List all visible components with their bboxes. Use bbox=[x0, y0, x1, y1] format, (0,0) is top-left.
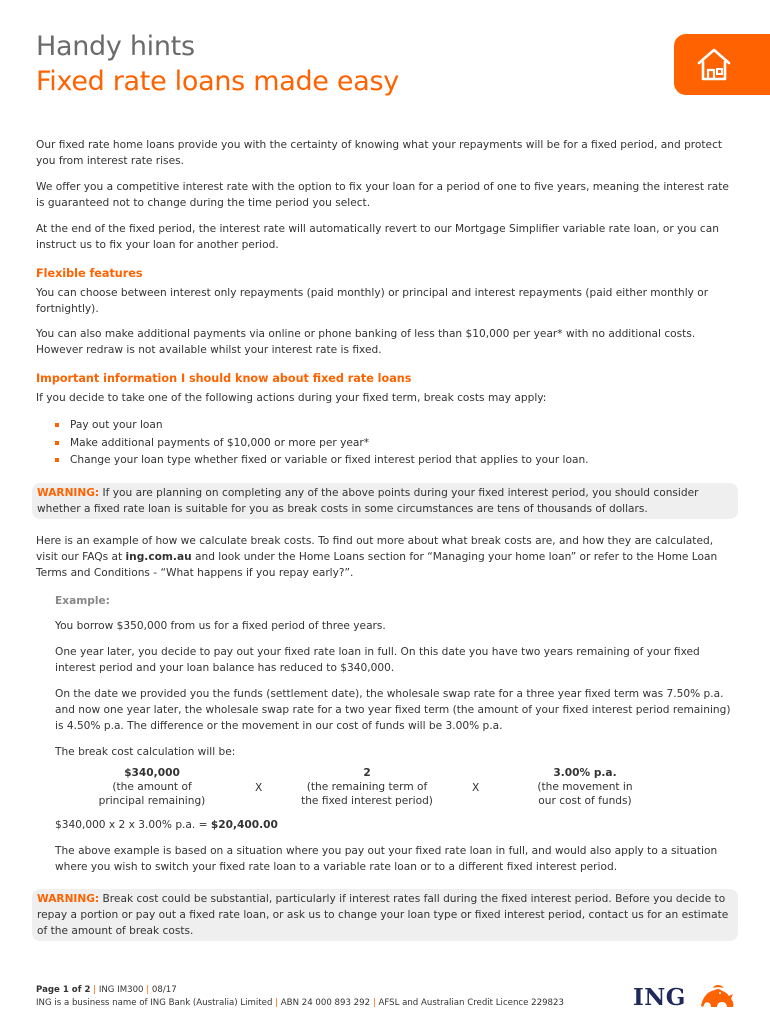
intro-paragraph-1: Our fixed rate home loans provide you with the certainty of knowing what your repayments will be for a fixed period, and protect you from interest rate rises. bbox=[36, 139, 723, 167]
break-cost-formula bbox=[60, 766, 660, 814]
divider: | bbox=[275, 998, 279, 1008]
example-paragraph-2: One year later, you decide to pay out your fixed rate loan in full. On this date you have two years remaining of your fixed interest period and your loan balance has reduced to $340,000. bbox=[55, 646, 700, 674]
important-intro: If you decide to take one of the following actions during your fixed term, break costs may apply: bbox=[36, 392, 547, 404]
warning-box-2 bbox=[32, 889, 738, 941]
multiply-sign: X bbox=[472, 782, 480, 794]
bullet-icon bbox=[55, 423, 59, 427]
intro-paragraph-3: At the end of the fixed period, the interest rate will automatically revert to our Mortgage Simplifier variable rate loan, or you can instruct us to fix your loan for another period. bbox=[36, 223, 719, 251]
warning-text: If you are planning on completing any of the above points during your fixed interest period, you should consider whether a fixed rate loan is suitable for you as break costs in some circumstances are tens of thousands of dollars. bbox=[37, 487, 699, 515]
list-item: Pay out your loan bbox=[55, 417, 745, 435]
divider: | bbox=[146, 985, 150, 995]
divider: | bbox=[372, 998, 376, 1008]
list-item: Make additional payments of $10,000 or more per year* bbox=[55, 435, 745, 453]
example-label: Example: bbox=[55, 595, 110, 607]
warning-box-1 bbox=[32, 483, 738, 519]
flexible-features-heading: Flexible features bbox=[36, 267, 143, 280]
example-paragraph-1: You borrow $350,000 from us for a fixed period of three years. bbox=[55, 620, 386, 632]
intro-paragraph-2: We offer you a competitive interest rate with the option to fix your loan for a period of one to five years, meaning the interest rate is guaranteed not to change during the time period you select. bbox=[36, 181, 729, 209]
page-subtitle: Fixed rate loans made easy bbox=[36, 66, 399, 97]
flexible-paragraph-1: You can choose between interest only repayments (paid monthly) or principal and interest repayments (paid either monthly or fortnightly). bbox=[36, 287, 709, 315]
important-heading: Important information I should know about fixed rate loans bbox=[36, 372, 412, 385]
break-cost-action-list bbox=[55, 417, 745, 470]
flexible-paragraph-2: You can also make additional payments via online or phone banking of less than $10,000 per year* with no additional costs. However redraw is not available whilst your interest rate is fixed. bbox=[36, 328, 696, 356]
break-cost-total: $20,400.00 bbox=[210, 819, 278, 831]
page-number: Page 1 of 2 bbox=[36, 985, 91, 995]
divider: | bbox=[93, 985, 97, 995]
bullet-icon bbox=[55, 441, 59, 445]
house-icon bbox=[693, 43, 735, 85]
multiply-sign: X bbox=[255, 782, 263, 794]
page-title: Handy hints bbox=[36, 31, 195, 62]
ing-logo bbox=[633, 982, 743, 1014]
ing-wordmark: ING bbox=[633, 984, 686, 1011]
example-paragraph-5: The above example is based on a situation where you pay out your fixed rate loan in full, and would also apply to a situation where you wish to switch your fixed rate loan to a variable rate loan or to a different fixed interest period. bbox=[55, 845, 718, 873]
formula-term: 2 (the remaining term of the fixed interest period) bbox=[301, 767, 433, 807]
formula-rate-movement: 3.00% p.a. (the movement in our cost of funds) bbox=[537, 767, 633, 807]
formula-result: $340,000 x 2 x 3.00% p.a. = $20,400.00 bbox=[55, 819, 278, 831]
document-code: ING IM300 bbox=[98, 985, 144, 995]
warning-label: WARNING: bbox=[37, 893, 100, 905]
example-paragraph-3: On the date we provided you the funds (settlement date), the wholesale swap rate for a three year fixed term was 7.50% p.a. and now one year later, the wholesale swap rate for a two year fixed term (the amount of your fixed interest period remaining) is 4.50% p.a. The difference or the movement in our cost of funds will be 3.00% p.a. bbox=[55, 688, 731, 732]
footer-legal: ING is a business name of ING Bank (Australia) Limited | ABN 24 000 893 292 | AFSL and Australian Credit Licence 229823 bbox=[36, 998, 564, 1008]
warning-text: Break cost could be substantial, particularly if interest rates fall during the fixed interest period. Before you decide to repay a portion or pay out a fixed rate loan, or ask us to change your loan type or fixed interest period, contact us for an estimate of the amount of break costs. bbox=[37, 893, 729, 937]
example-intro-paragraph: Here is an example of how we calculate break costs. To find out more about what break costs are, and how they are calculated, visit our FAQs at ing.com.au and look under the Home Loans section for “Managing your home loan” or refer to the Home Loan Terms and Conditions - “What happens if you repay early?”. bbox=[36, 535, 718, 579]
example-paragraph-4: The break cost calculation will be: bbox=[55, 746, 236, 758]
formula-principal: $340,000 (the amount of principal remaining) bbox=[98, 767, 206, 807]
warning-label: WARNING: bbox=[37, 487, 100, 499]
website-link[interactable]: ing.com.au bbox=[125, 551, 192, 563]
ing-lion-icon bbox=[697, 982, 737, 1012]
list-item: Change your loan type whether fixed or variable or fixed interest period that applies to your loan. bbox=[55, 452, 745, 470]
house-badge bbox=[674, 34, 770, 95]
bullet-icon bbox=[55, 458, 59, 462]
footer-page-info bbox=[36, 984, 177, 997]
document-date: 08/17 bbox=[151, 985, 177, 995]
